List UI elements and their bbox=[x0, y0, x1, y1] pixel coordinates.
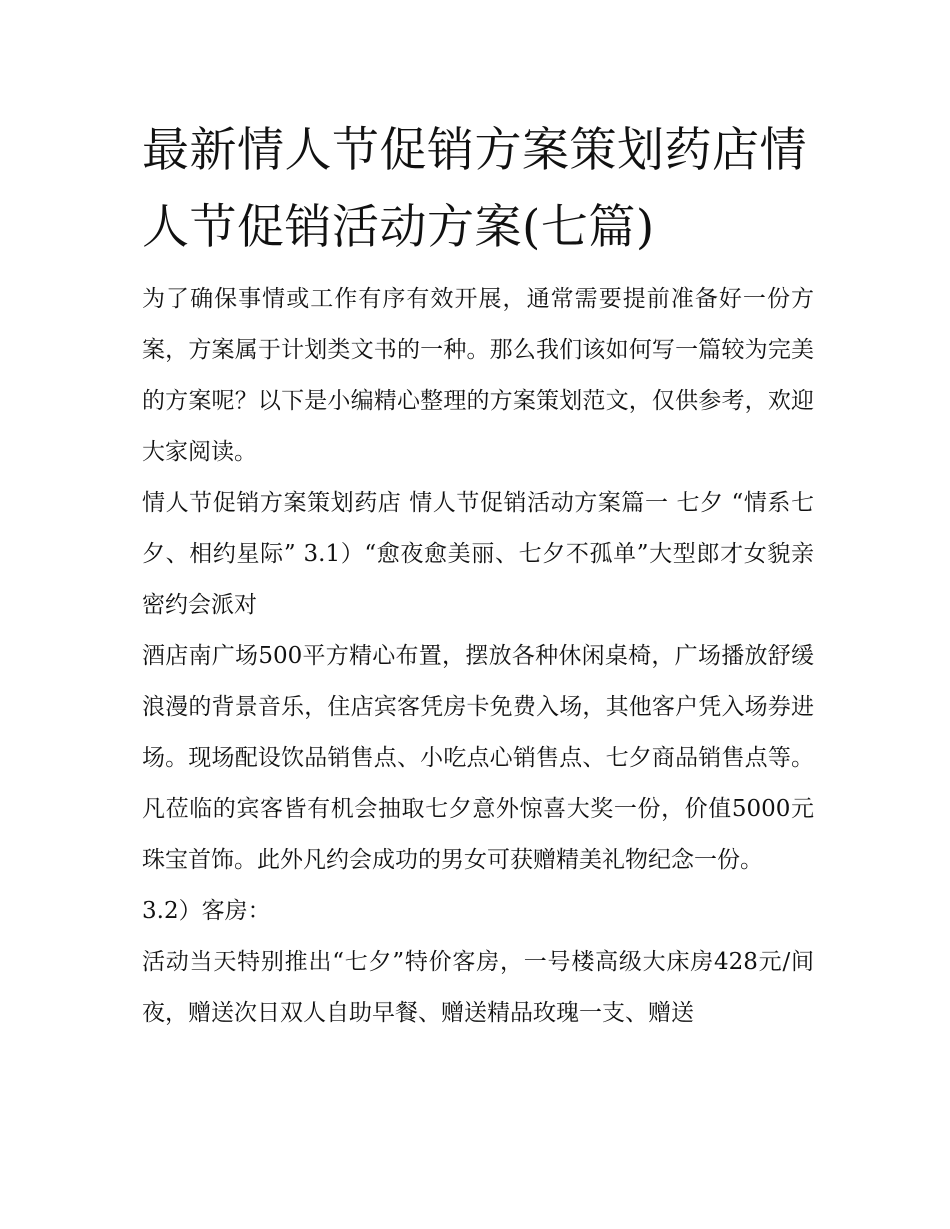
document-page bbox=[142, 112, 814, 1039]
document-title: 最新情人节促销方案策划药店情人节促销活动方案(七篇) bbox=[142, 123, 807, 255]
rooms-heading: 3.2）客房： bbox=[142, 898, 271, 924]
section-heading-paragraph: 情人节促销方案策划药店 情人节促销活动方案篇一 七夕 “情系七夕、相约星际” 3.1）“愈夜愈美丽、七夕不孤单”大型郎才女貌亲密约会派对 bbox=[142, 490, 814, 618]
rooms-description-paragraph: 活动当天特别推出“七夕”特价客房，一号楼高级大床房428元/间夜，赠送次日双人自助早餐、赠送精品玫瑰一支、赠送 bbox=[142, 949, 814, 1026]
party-description-paragraph: 酒店南广场500平方精心布置，摆放各种休闲桌椅，广场播放舒缓浪漫的背景音乐，住店宾客凭房卡免费入场，其他客户凭入场券进场。现场配设饮品销售点、小吃点心销售点、七夕商品销售点等。凡莅临的宾客皆有机会抽取七夕意外惊喜大奖一份，价值5000元珠宝首饰。此外凡约会成功的男女可获赠精美礼物纪念一份。 bbox=[142, 643, 814, 873]
intro-paragraph: 为了确保事情或工作有序有效开展，通常需要提前准备好一份方案，方案属于计划类文书的一种。那么我们该如何写一篇较为完美的方案呢？以下是小编精心整理的方案策划范文，仅供参考，欢迎大家阅读。 bbox=[142, 286, 814, 465]
